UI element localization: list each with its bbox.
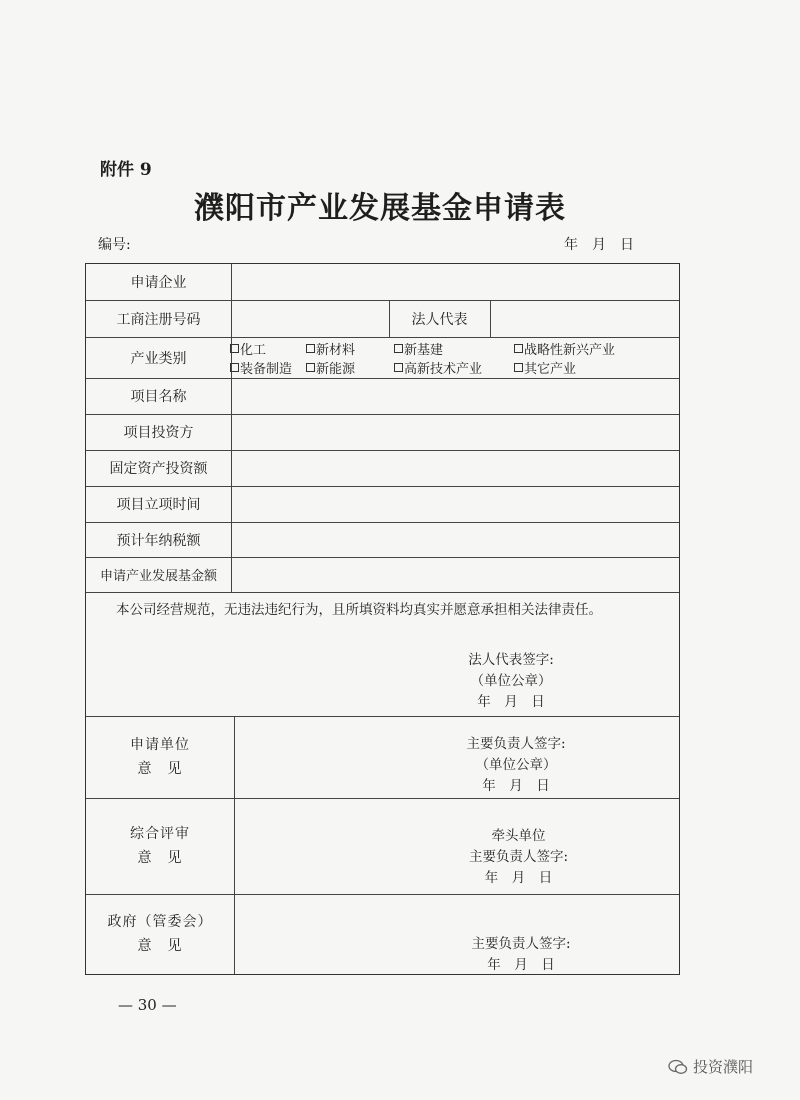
annex-label: 附件 9 (100, 160, 152, 180)
label-project-name: 项目名称 (86, 378, 232, 414)
label-legal-representative: 法人代表 (411, 312, 468, 328)
label-company: 申请企业 (86, 264, 232, 300)
review-signature-block (436, 826, 601, 889)
label-project-investor: 项目投资方 (86, 414, 232, 450)
label-government-opinion: 政府（管委会） 意 见 (86, 894, 235, 974)
checkbox-icon (394, 363, 403, 372)
seal-label: （单位公章） (475, 757, 557, 773)
review-date: 年 月 日 (484, 870, 553, 886)
lead-unit-label: 牵头单位 (491, 828, 546, 844)
row-government-opinion (86, 894, 679, 974)
checkbox-icon (306, 363, 315, 372)
row-fund-amount (86, 557, 679, 593)
checkbox-new-materials[interactable]: 新材料 (306, 339, 355, 358)
header-date: 年 月 日 (564, 237, 634, 253)
row-tax (86, 522, 679, 558)
label-industry-category: 产业类别 (86, 337, 232, 378)
checkbox-icon (230, 344, 239, 353)
divider (490, 300, 491, 337)
serial-number-label: 编号: (98, 237, 131, 253)
checkbox-icon (230, 363, 239, 372)
watermark (668, 1056, 753, 1077)
government-signature-block (441, 934, 601, 976)
label-estimated-annual-tax: 预计年纳税额 (86, 522, 232, 557)
checkbox-new-energy[interactable]: 新能源 (306, 358, 355, 377)
row-company (86, 264, 679, 301)
row-project-name (86, 378, 679, 415)
row-approval-time (86, 486, 679, 523)
checkbox-other-industry[interactable]: 其它产业 (514, 358, 576, 377)
label-review-opinion: 综合评审 意 见 (86, 798, 235, 894)
chat-bubble-icon (668, 1059, 688, 1075)
checkbox-icon (306, 344, 315, 353)
checkbox-icon (514, 363, 523, 372)
label-applicant-opinion: 申请单位 意 见 (86, 716, 235, 798)
row-applicant-opinion (86, 716, 679, 799)
row-investor (86, 414, 679, 451)
row-registration (86, 300, 679, 338)
review-signature-label: 主要负责人签字: (468, 849, 569, 865)
applicant-date: 年 月 日 (482, 778, 550, 794)
checkbox-icon (394, 344, 403, 353)
seal-label: （单位公章） (470, 673, 552, 689)
page-number: — 30 — (118, 996, 177, 1014)
checkbox-chemical[interactable]: 化工 (230, 339, 266, 358)
row-industry (86, 337, 679, 379)
checkbox-strategic-emerging[interactable]: 战略性新兴产业 (514, 339, 615, 358)
watermark-text: 投资濮阳 (693, 1058, 754, 1076)
row-review-opinion (86, 798, 679, 895)
row-declaration (86, 592, 679, 717)
label-registration-number: 工商注册号码 (86, 300, 232, 337)
checkbox-icon (514, 344, 523, 353)
government-signature-label: 主要负责人签字: (471, 936, 571, 952)
legal-rep-signature-label: 法人代表签字: (468, 652, 554, 668)
applicant-signature-label: 主要负责人签字: (466, 736, 566, 752)
label-project-approval-time: 项目立项时间 (86, 486, 232, 522)
declaration-signature-block (416, 650, 606, 713)
checkbox-high-tech[interactable]: 高新技术产业 (394, 358, 482, 377)
row-fixed-asset (86, 450, 679, 487)
government-date: 年 月 日 (487, 957, 555, 973)
application-form-table (85, 263, 680, 975)
applicant-signature-block (436, 734, 596, 797)
checkbox-equipment-manufacturing[interactable]: 装备制造 (230, 358, 292, 377)
declaration-date: 年 月 日 (477, 694, 545, 710)
checkbox-new-infrastructure[interactable]: 新基建 (394, 339, 443, 358)
label-fixed-asset-investment: 固定资产投资额 (86, 450, 232, 486)
document-title: 濮阳市产业发展基金申请表 (194, 191, 566, 226)
declaration-text: 本公司经营规范，无违法违纪行为，且所填资料均真实并愿意承担相关法律责任。 (116, 602, 602, 618)
label-fund-amount: 申请产业发展基金额 (86, 557, 232, 592)
